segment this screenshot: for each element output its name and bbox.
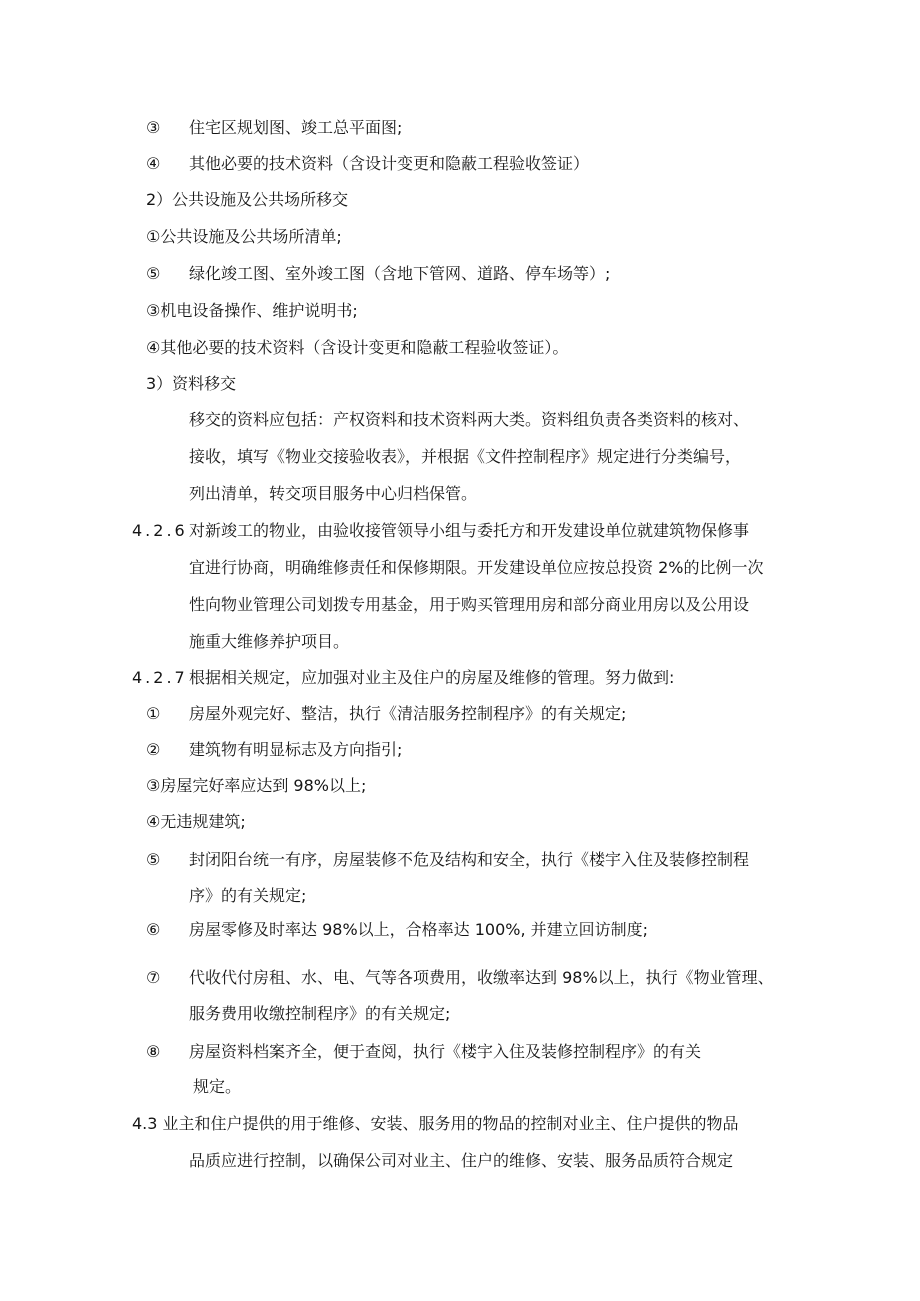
paragraph-line: 对新竣工的物业，由验收接管领导小组与委托方和开发建设单位就建筑物保修事 <box>189 521 750 540</box>
paragraph-line: 品质应进行控制，以确保公司对业主、住户的维修、安装、服务品质符合规定 <box>189 1151 734 1170</box>
paragraph-line: 施重大维修养护项目。 <box>189 632 350 651</box>
section-number: 4.2.7 <box>132 668 188 687</box>
text-line: 房屋零修及时率达 98%以上，合格率达 100%, 并建立回访制度; <box>189 920 649 939</box>
text-line: ③房屋完好率应达到 98%以上; <box>146 776 367 795</box>
text-line: 建筑物有明显标志及方向指引; <box>189 740 403 759</box>
text-line: 序》的有关规定; <box>189 886 307 905</box>
paragraph-line: 列出清单，转交项目服务中心归档保管。 <box>189 484 478 503</box>
text-line: 规定。 <box>193 1077 242 1096</box>
section-heading: 4.3 业主和住户提供的用于维修、安装、服务用的物品的控制对业主、住户提供的物品 <box>132 1114 739 1133</box>
list-marker: ③ <box>146 118 161 137</box>
list-marker: ⑤ <box>146 850 161 869</box>
list-marker: ⑤ <box>146 264 161 283</box>
text-line: 住宅区规划图、竣工总平面图; <box>189 118 403 137</box>
list-marker: ② <box>146 740 161 759</box>
text-line: ④其他必要的技术资料（含设计变更和隐蔽工程验收签证）。 <box>146 338 569 357</box>
list-marker: ⑥ <box>146 920 161 939</box>
text-line: ④无违规建筑; <box>146 812 246 831</box>
subsection-heading: 3）资料移交 <box>146 374 237 393</box>
paragraph-line: 移交的资料应包括：产权资料和技术资料两大类。资料组负责各类资料的核对、 <box>189 410 750 429</box>
text-line: 封闭阳台统一有序，房屋装修不危及结构和安全，执行《楼宇入住及装修控制程 <box>189 850 750 869</box>
list-marker: ④ <box>146 154 161 173</box>
section-number: 4.2.6 <box>132 521 188 540</box>
paragraph-line: 性向物业管理公司划拨专用基金，用于购买管理用房和部分商业用房以及公用设 <box>189 595 750 614</box>
text-line: ③机电设备操作、维护说明书; <box>146 301 358 320</box>
paragraph-line: 宜进行协商，明确维修责任和保修期限。开发建设单位应按总投资 2%的比例一次 <box>189 558 764 577</box>
paragraph-line: 根据相关规定，应加强对业主及住户的房屋及维修的管理。努力做到: <box>189 668 675 687</box>
text-line: 其他必要的技术资料（含设计变更和隐蔽工程验收签证） <box>189 154 590 173</box>
list-marker: ⑧ <box>146 1042 161 1061</box>
list-marker: ⑦ <box>146 968 161 987</box>
list-marker: ① <box>146 704 161 723</box>
text-line: 服务费用收缴控制程序》的有关规定; <box>189 1004 451 1023</box>
text-line: 绿化竣工图、室外竣工图（含地下管网、道路、停车场等）; <box>189 264 611 283</box>
text-line: 房屋外观完好、整洁，执行《清洁服务控制程序》的有关规定; <box>189 704 627 723</box>
paragraph-line: 接收，填写《物业交接验收表》，并根据《文件控制程序》规定进行分类编号， <box>189 447 742 466</box>
text-line: 房屋资料档案齐全，便于查阅，执行《楼宇入住及装修控制程序》的有关 <box>189 1042 702 1061</box>
text-line: 代收代付房租、水、电、气等各项费用，收缴率达到 98%以上，执行《物业管理、 <box>189 968 774 987</box>
subsection-heading: 2）公共设施及公共场所移交 <box>146 190 349 209</box>
text-line: ①公共设施及公共场所清单; <box>146 227 342 246</box>
